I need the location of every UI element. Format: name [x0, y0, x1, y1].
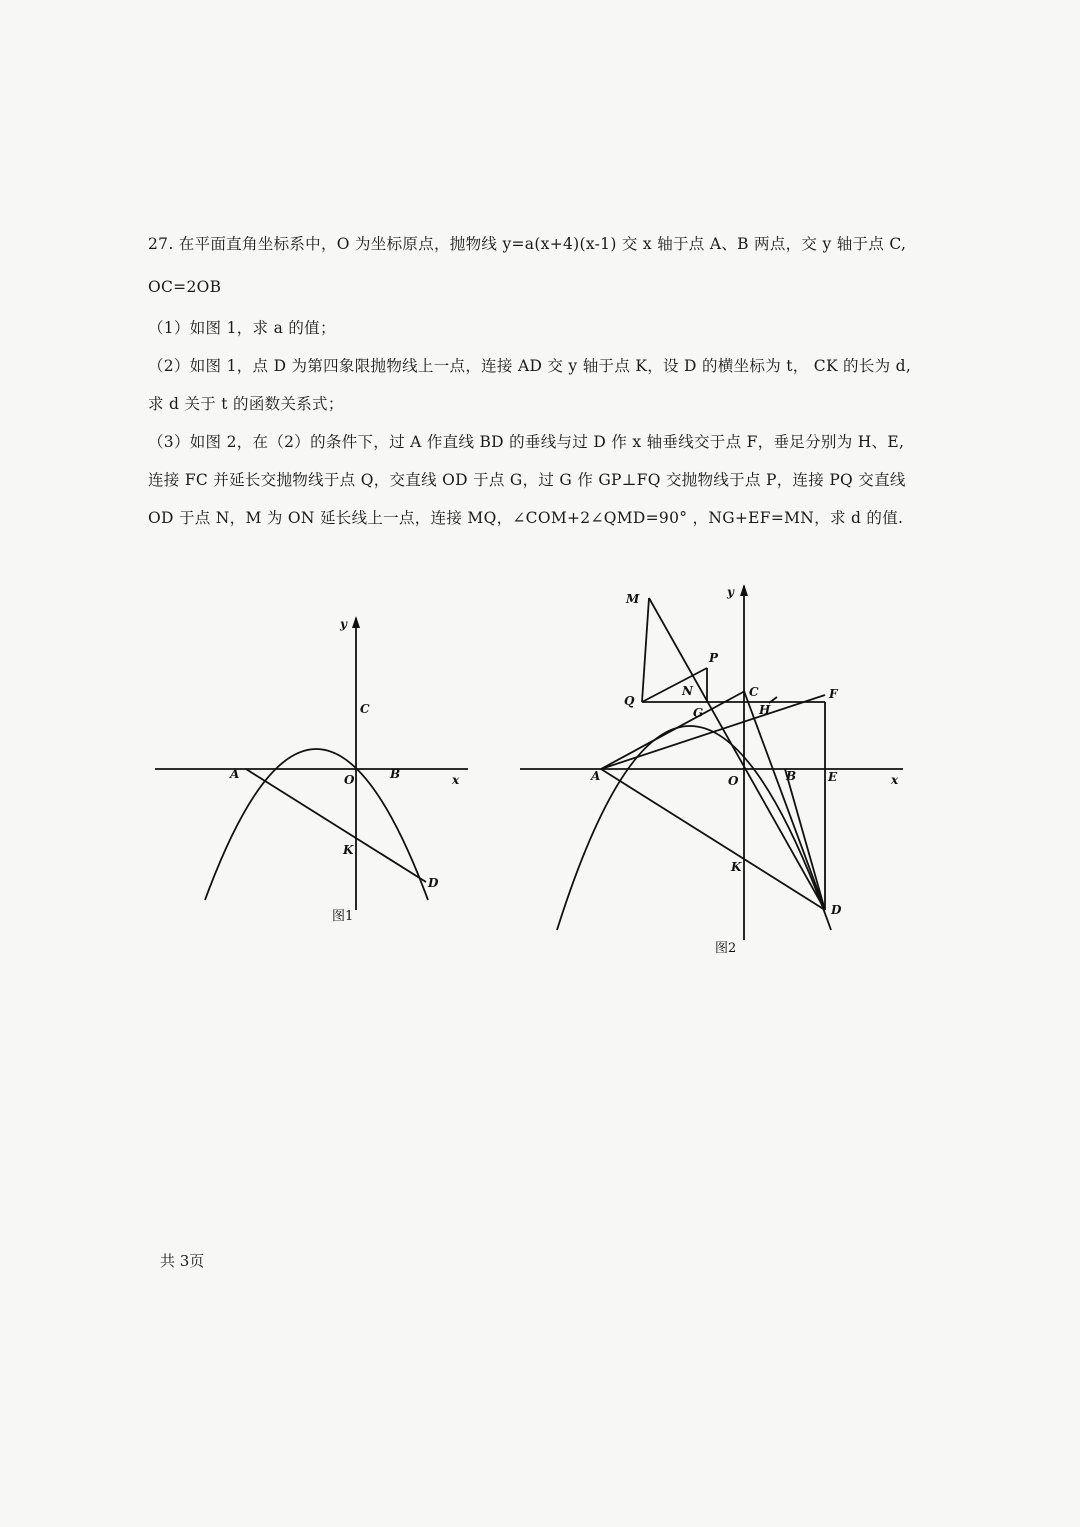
figure-1	[150, 610, 480, 934]
label-N: N	[682, 684, 693, 698]
y-axis-arrow	[352, 616, 360, 628]
label-y: y	[340, 617, 347, 631]
label-A: A	[230, 767, 240, 781]
label-K: K	[343, 843, 354, 857]
segment-CD	[744, 691, 825, 910]
label-O: O	[728, 774, 739, 788]
question-2: （2）如图 1，点 D 为第四象限抛物线上一点，连接 AD 交 y 轴于点 K，设 D 的横坐标为 t， CK 的长为 d,	[148, 357, 912, 375]
segment-MQ	[642, 598, 649, 702]
segment-AD	[246, 769, 426, 882]
label-G: G	[693, 706, 704, 720]
figure-1-diagram	[150, 610, 480, 930]
label-H: H	[759, 703, 771, 717]
label-D: D	[831, 903, 842, 917]
label-D: D	[428, 876, 439, 890]
label-E: E	[828, 770, 838, 784]
question-3-cont-2: OD 于点 N，M 为 ON 延长线上一点，连接 MQ，∠COM+2∠QMD=90° ，NG+EF=MN，求 d 的值.	[148, 509, 904, 527]
question-2-cont: 求 d 关于 t 的函数关系式；	[148, 395, 344, 413]
figure-2	[515, 580, 915, 964]
label-C: C	[360, 702, 370, 716]
question-1: （1）如图 1，求 a 的值；	[148, 319, 336, 337]
label-x: x	[891, 773, 899, 787]
problem-line-2: OC=2OB	[148, 278, 222, 296]
label-O: O	[344, 773, 355, 787]
y-axis-arrow	[740, 584, 748, 596]
label-B: B	[786, 769, 797, 783]
label-Q: Q	[624, 694, 635, 708]
problem-line-1: 27. 在平面直角坐标系中，O 为坐标原点，抛物线 y=a(x+4)(x-1) 交 x 轴于点 A、B 两点，交 y 轴于点 C,	[148, 235, 907, 253]
segment-AF	[601, 695, 825, 769]
label-A: A	[591, 769, 601, 783]
label-B: B	[390, 767, 401, 781]
figure-2-caption: 图2	[715, 941, 737, 956]
label-C: C	[749, 685, 759, 699]
figure-1-caption: 图1	[332, 909, 354, 924]
question-3: （3）如图 2，在（2）的条件下，过 A 作直线 BD 的垂线与过 D 作 x 轴垂线交于点 F，垂足分别为 H、E,	[148, 433, 905, 451]
label-P: P	[709, 651, 719, 665]
label-K: K	[731, 860, 742, 874]
question-3-cont-1: 连接 FC 并延长交抛物线于点 Q，交直线 OD 于点 G，过 G 作 GP⊥FQ 交抛物线于点 P，连接 PQ 交直线	[148, 471, 906, 489]
page-count: 共 3页	[160, 1252, 205, 1270]
figure-2-diagram	[515, 580, 915, 960]
label-x: x	[452, 773, 460, 787]
label-y: y	[727, 585, 734, 599]
label-M: M	[626, 592, 640, 606]
label-F: F	[829, 687, 838, 701]
